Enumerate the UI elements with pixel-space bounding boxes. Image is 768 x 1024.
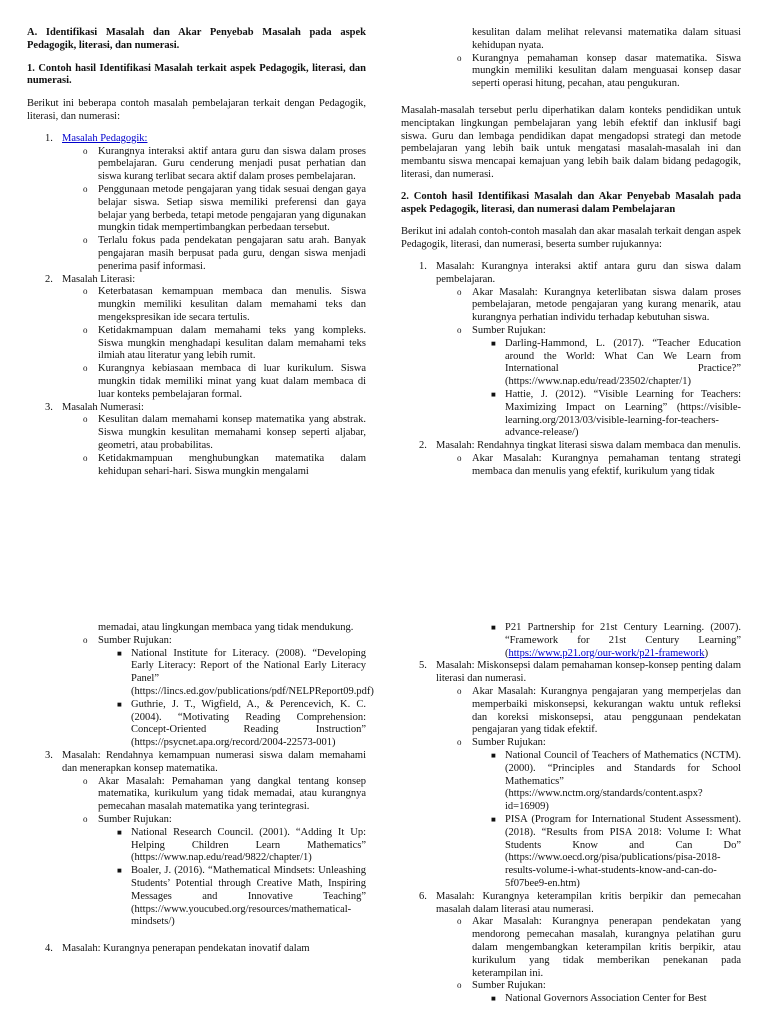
sources-label: o Sumber Rujukan:: [83, 813, 172, 825]
root-cause: o Akar Masalah: Kurangnya keterlibatan siswa dalam proses pembelajaran, metode pengajaran yang kurang menarik, atau kurangnya perhatian individu terhadap kebutuhan siswa.: [457, 286, 741, 324]
sources-label: o Sumber Rujukan:: [457, 737, 546, 749]
root-cause: o Akar Masalah: Kurangnya pengajaran yang memperjelas dan memperbaiki miskonsepsi, kekurangan waktu untuk refleksi dan koreksi miskonsepsi, atau penggunaan pendekatan pengajaran yang tidak efektif.: [457, 685, 741, 736]
bullet-item: o Ketidakmampuan menghubungkan matematika dalam kehidupan sehari-hari. Siswa mungkin mengalami: [83, 452, 366, 477]
page1-left-column: [27, 27, 366, 478]
reference-item: ■ P21 Partnership for 21st Century Learning. (2007). “Framework for 21st Century Learning” (https://www.p21.org/our-work/p21-framework): [491, 622, 741, 659]
reference-item: ■ National Governors Association Center for Best: [491, 993, 707, 1005]
bullet-item: o Kurangnya pemahaman konsep dasar matematika. Siswa mungkin memiliki kesulitan dalam menguasai konsep dasar seperti operasi hitung, pecahan, atau pengukuran.: [457, 52, 741, 90]
reference-item: ■ National Research Council. (2001). “Adding It Up: Helping Children Learn Mathematics” (https://www.nap.edu/read/9822/chapter/1): [117, 826, 366, 864]
continued-text: memadai, atau lingkungan membaca yang tidak mendukung.: [98, 622, 354, 633]
bullet-item: o Keterbatasan kemampuan membaca dan menulis. Siswa mungkin memiliki kesulitan dalam memahami teks dan mengekspresikan ide secara tertulis.: [83, 286, 366, 323]
reference-item: ■ Guthrie, J. T., Wigfield, A., & Perencevich, K. C. (2004). “Motivating Reading Comprehension: Concept-Oriented Reading Instruction” (https://psycnet.apa.org/record/2004-22573-001): [117, 698, 366, 749]
continued-text: kesulitan dalam melihat relevansi matematika dalam situasi kehidupan nyata.: [472, 27, 741, 51]
problem-item-2: 2. Masalah: Rendahnya tingkat literasi siswa dalam membaca dan menulis.: [419, 440, 741, 452]
section-heading-1: 1. Contoh hasil Identifikasi Masalah terkait aspek Pedagogik, literasi, dan numerasi.: [27, 62, 366, 87]
page2-left-column: [27, 622, 374, 956]
bullet-item: o Kesulitan dalam memahami konsep matematika yang abstrak. Siswa mungkin kesulitan memahami konsep seperti aljabar, geometri, atau probabilitas.: [83, 414, 366, 451]
root-cause: o Akar Masalah: Pemahaman yang dangkal tentang konsep matematika, kurikulum yang tidak memadai, atau kurangnya pemecahan masalah matematika yang terintegrasi.: [83, 775, 366, 813]
reference-item: ■ Darling-Hammond, L. (2017). “Teacher Education around the World: What Can We Learn from International Practice?” (https://www.nap.edu/read/23502/chapter/1): [491, 337, 741, 388]
sources-label: o Sumber Rujukan:: [457, 980, 546, 992]
root-cause: o Akar Masalah: Kurangnya pemahaman tentang strategi membaca dan menulis yang efektif, kurikulum yang tidak: [457, 452, 741, 477]
list-item-pedagogik: 1. Masalah Pedagogik:: [45, 132, 148, 144]
list-item-literasi: 2. Masalah Literasi:: [45, 273, 136, 285]
list-item-numerasi: 3. Masalah Numerasi:: [45, 401, 144, 413]
reference-item: ■ PISA (Program for International Student Assessment). (2018). “Results from PISA 2018: Volume I: What Students Know and Can Do” (https://www.oecd.org/pisa/publications/pisa-2018-results-volume-i-what-students-know-and-can-do-5f07bee9-en.htm): [491, 813, 741, 889]
problem-item-4: 4. Masalah: Kurangnya penerapan pendekatan inovatif dalam: [45, 943, 310, 955]
problem-item-6: 6. Masalah: Kurangnya keterampilan kritis berpikir dan pemecahan masalah dalam literasi atau numerasi.: [419, 890, 741, 915]
problem-item-3: 3. Masalah: Rendahnya kemampuan numerasi siswa dalam memahami dan menerapkan konsep matematika.: [45, 749, 366, 774]
document-page-2: [0, 610, 768, 1024]
bullet-item: o Kurangnya kebiasaan membaca di luar kurikulum. Siswa mungkin tidak memiliki minat yang kuat dalam membaca di luar konteks pembelajaran formal.: [83, 363, 366, 400]
page-gap: [0, 595, 768, 610]
intro-paragraph-2: Berikut ini adalah contoh-contoh masalah dan akar masalah terkait dengan aspek Pedagogik, literasi, dan numerasi, beserta sumber rujukannya:: [401, 226, 741, 251]
bullet-item: o Kurangnya interaksi aktif antara guru dan siswa dalam proses pembelajaran. Guru cenderung menjadi pusat perhatian dan siswa kurang terlibat secara aktif dalam proses pembelajaran.: [83, 145, 366, 183]
reference-item: ■ National Council of Teachers of Mathematics (NCTM). (2000). “Principles and Standards for School Mathematics” (https://www.nctm.org/standards/content.aspx?id=16909): [491, 749, 741, 813]
problem-item-1: 1. Masalah: Kurangnya interaksi aktif antara guru dan siswa dalam pembelajaran.: [419, 260, 741, 285]
sources-label: o Sumber Rujukan:: [83, 634, 172, 646]
page2-right-column: [401, 622, 741, 1006]
root-cause: o Akar Masalah: Kurangnya penerapan pendekatan yang mendorong pemecahan masalah, kurangnya pelatihan guru dalam mengembangkan keterampilan kritis berpikir, atau kurikulum yang tidak memberikan penekanan pada keterampilan ini.: [457, 916, 741, 979]
bullet-item: o Terlalu fokus pada pendekatan pengajaran satu arah. Banyak pengajaran masih berpusat pada guru, dengan siswa menjadi penerima pasif informasi.: [83, 235, 366, 272]
pedagogik-link[interactable]: Masalah Pedagogik:: [62, 132, 148, 144]
sources-label: o Sumber Rujukan:: [457, 324, 546, 336]
reference-item: ■ Boaler, J. (2016). “Mathematical Mindsets: Unleashing Students’ Potential through Creative Math, Inspiring Messages and Innovative Teaching” (https://www.youcubed.org/resources/mathematical-mindsets/): [117, 865, 366, 928]
intro-paragraph: Berikut ini beberapa contoh masalah pembelajaran terkait dengan Pedagogik, literasi, dan numerasi:: [27, 98, 366, 122]
p21-link[interactable]: https://www.p21.org/our-work/p21-framework: [508, 647, 705, 659]
page1-right-column: [401, 27, 741, 479]
bullet-item: o Ketidakmampuan dalam memahami teks yang kompleks. Siswa mungkin menghadapi kesulitan dalam memahami teks ilmiah atau literatur yang lebih rumit.: [83, 324, 366, 362]
bullet-item: o Penggunaan metode pengajaran yang tidak sesuai dengan gaya belajar siswa. Setiap siswa memiliki preferensi dan gaya belajar yang berbeda, tetapi metode pengajaran yang digunakan mungkin tidak mempertimbangkan perbedaan tersebut.: [83, 183, 366, 234]
reference-item: ■ National Institute for Literacy. (2008). “Developing Early Literacy: Report of the National Early Literacy Panel” (https://lincs.ed.gov/publications/pdf/NELPReport09.pdf): [117, 647, 374, 697]
problem-item-5: 5. Masalah: Miskonsepsi dalam pemahaman konsep-konsep penting dalam literasi dan numerasi.: [419, 660, 741, 685]
reference-item: ■ Hattie, J. (2012). “Visible Learning for Teachers: Maximizing Impact on Learning” (https://visible-learning.org/2013/03/visible-learning-for-teachers-advance-release/): [491, 388, 741, 439]
section-heading-2: 2. Contoh hasil Identifikasi Masalah dan Akar Penyebab Masalah pada aspek Pedagogik, literasi, dan numerasi dalam Pembelajaran: [401, 190, 741, 215]
summary-paragraph: Masalah-masalah tersebut perlu diperhatikan dalam konteks pendidikan untuk menciptakan lingkungan pembelajaran yang lebih efektif dan inklusif bagi siswa. Guru dan lembaga pendidikan dapat mengadopsi strategi dan metode pembelajaran yang lebih baik untuk mengatasi masalah-masalah ini dan membantu siswa mencapai kemajuan yang lebih baik dalam bidang pedagogik, literasi, dan numerasi.: [401, 104, 741, 180]
section-heading-a: A. Identifikasi Masalah dan Akar Penyebab Masalah pada aspek Pedagogik, literasi, dan numerasi.: [27, 27, 366, 51]
